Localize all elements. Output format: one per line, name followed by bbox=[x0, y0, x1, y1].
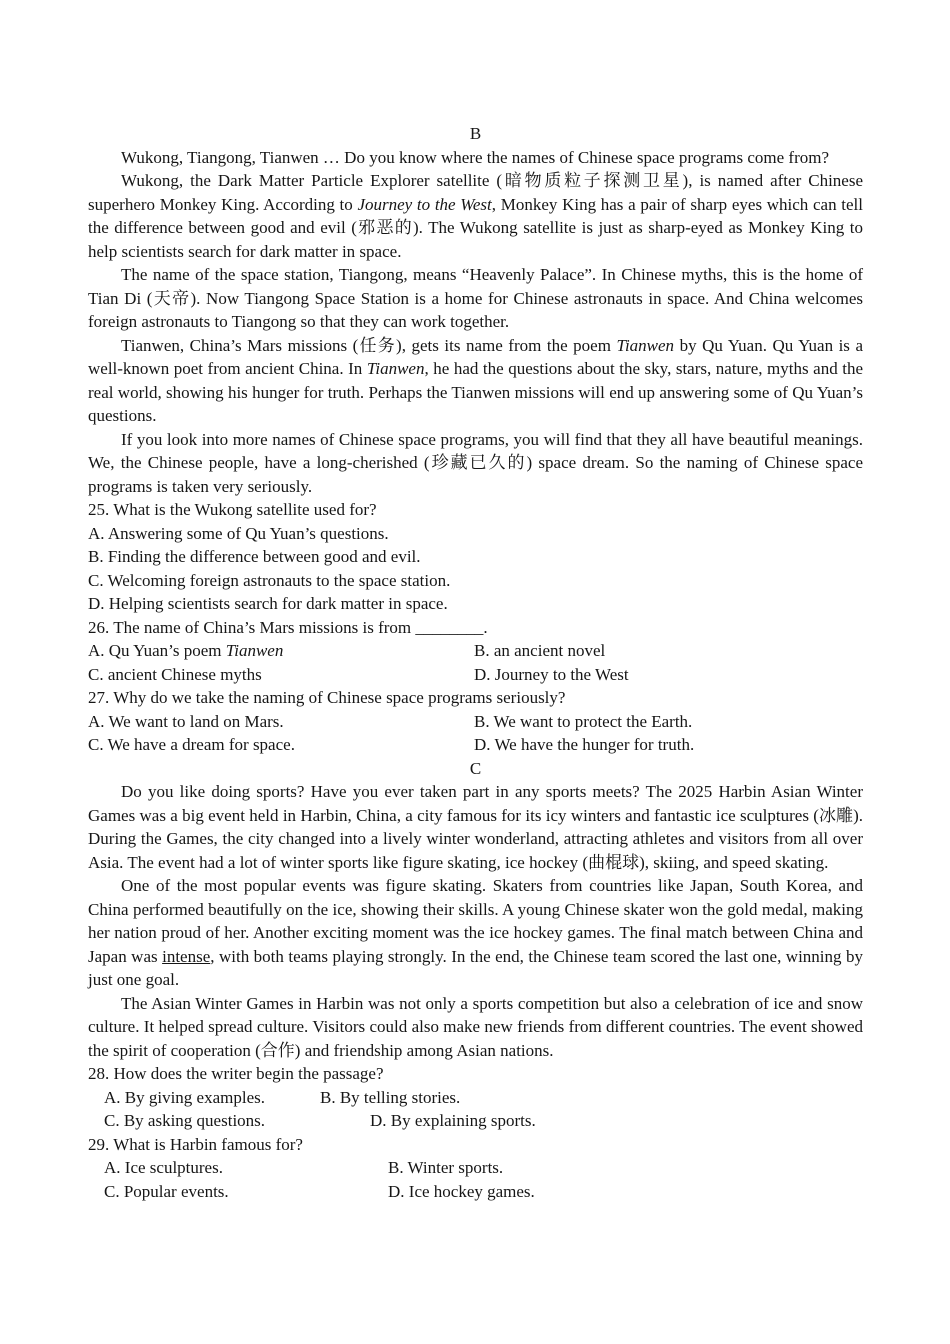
question-26-options-row-1 bbox=[88, 639, 863, 663]
question-29-option-b: B. Winter sports. bbox=[388, 1158, 504, 1177]
question-28-options-row-2 bbox=[88, 1109, 863, 1133]
question-28-stem: 28. How does the writer begin the passage? bbox=[88, 1064, 384, 1083]
question-29-option-c: C. Popular events. bbox=[104, 1181, 229, 1201]
question-28-option-a: A. By giving examples. bbox=[104, 1087, 266, 1107]
question-25-option-d: D. Helping scientists search for dark matter in space. bbox=[88, 594, 448, 613]
question-29-options-row-2 bbox=[88, 1180, 863, 1204]
section-b-paragraph-3: The name of the space station, Tiangong, means “Heavenly Palace”. In Chinese myths, this is the home of Tian Di (天帝). Now Tiangong Space Station is a home for Chinese astronauts in space. And China welcomes foreign astronauts to Tiangong so that they can work together. bbox=[88, 265, 863, 331]
question-27-option-a: A. We want to land on Mars. bbox=[88, 711, 284, 731]
question-26-option-a bbox=[88, 639, 474, 663]
text-run: Tianwen, China’s Mars missions (任务), gets its name from the poem bbox=[121, 335, 617, 355]
text-run: , Monkey King has a pair of sharp eyes which can tell the difference between good and evil (邪恶的). The Wukong satellite is just as sharp-eyed as Monkey King to help scientists search for dark matter in space. bbox=[88, 194, 863, 261]
question-27-option-d: D. We have the hunger for truth. bbox=[474, 735, 695, 754]
section-b-paragraph-1: Wukong, Tiangong, Tianwen … Do you know where the names of Chinese space programs come from? bbox=[121, 147, 830, 167]
text-run: A. Qu Yuan’s poem bbox=[88, 641, 226, 660]
italic-text-run: Tianwen bbox=[366, 359, 425, 378]
question-25-option-a: A. Answering some of Qu Yuan’s questions. bbox=[88, 523, 389, 543]
question-27-option-c: C. We have a dream for space. bbox=[88, 735, 295, 754]
section-b-paragraph-2 bbox=[88, 169, 863, 263]
text-run: , he had the questions about the sky, stars, nature, myths and the real world, showing his hunger for truth. Perhaps the Tianwen missions will end up answering some of Qu Yuan’s questions. bbox=[88, 359, 863, 425]
section-b-heading: B bbox=[469, 124, 482, 143]
text-run: by Qu Yuan. Qu Yuan is a well-known poet from ancient China. In bbox=[88, 335, 863, 378]
text-run: One of the most popular events was figure skating. Skaters from countries like Japan, South Korea, and China performed beautifully on the ice, showing their skills. A young Chinese skater won the gold medal, making her nation proud of her. Another exciting moment was the ice hockey games. The final match between China and Japan was bbox=[88, 876, 863, 966]
question-26-stem: 26. The name of China’s Mars missions is from ________. bbox=[88, 617, 488, 637]
question-29-option-d: D. Ice hockey games. bbox=[388, 1181, 535, 1201]
question-29-options-row-1 bbox=[88, 1156, 863, 1180]
italic-text-run: Journey to the West bbox=[357, 194, 492, 214]
question-28-option-b: B. By telling stories. bbox=[320, 1087, 461, 1107]
question-27-option-b: B. We want to protect the Earth. bbox=[474, 711, 693, 731]
section-c-paragraph-3: The Asian Winter Games in Harbin was not only a sports competition but also a celebration of ice and snow culture. It helped spread culture. Visitors could also make new friends from different countries. The event showed the spirit of cooperation (合作) and friendship among Asian nations. bbox=[88, 993, 863, 1060]
question-25-option-b: B. Finding the difference between good and evil. bbox=[88, 547, 421, 566]
text-run: Wukong, the Dark Matter Particle Explorer satellite (暗物质粒子探测卫星), is named after Chinese superhero Monkey King. According to bbox=[88, 171, 863, 214]
question-26-options-row-2 bbox=[88, 663, 863, 687]
text-run: , with both teams playing strongly. In the end, the Chinese team scored the last one, winning by just one goal. bbox=[88, 946, 863, 989]
section-b-paragraph-5: If you look into more names of Chinese space programs, you will find that they all have beautiful meanings. We, the Chinese people, have a long-cherished (珍藏已久的) space dream. So the naming of Chinese space programs is taken very seriously. bbox=[88, 429, 863, 496]
question-25-stem: 25. What is the Wukong satellite used for? bbox=[88, 500, 377, 519]
question-28-options-row-1 bbox=[88, 1086, 863, 1110]
question-26-option-b: B. an ancient novel bbox=[474, 641, 606, 660]
underlined-text-run: intense bbox=[162, 946, 211, 966]
question-27-options-row-2 bbox=[88, 733, 863, 757]
question-26-option-c: C. ancient Chinese myths bbox=[88, 664, 262, 684]
section-c-heading: C bbox=[469, 758, 482, 778]
italic-text-run: Tianwen bbox=[225, 641, 284, 660]
question-26-option-d: D. Journey to the West bbox=[474, 664, 629, 684]
section-c-paragraph-2 bbox=[88, 874, 863, 992]
question-28-option-d: D. By explaining sports. bbox=[370, 1111, 536, 1130]
italic-text-run: Tianwen bbox=[616, 335, 675, 355]
section-b-paragraph-4 bbox=[88, 334, 863, 428]
question-27-stem: 27. Why do we take the naming of Chinese space programs seriously? bbox=[88, 688, 566, 707]
question-27-options-row-1 bbox=[88, 710, 863, 734]
question-29-option-a: A. Ice sculptures. bbox=[104, 1158, 223, 1177]
question-25-option-c: C. Welcoming foreign astronauts to the space station. bbox=[88, 570, 451, 590]
section-c-paragraph-1: Do you like doing sports? Have you ever taken part in any sports meets? The 2025 Harbin Asian Winter Games was a big event held in Harbin, China, a city famous for its icy winters and fantastic ice sculptures (冰雕). During the Games, the city changed into a lively winter wonderland, attracting athletes and visitors from all over Asia. The event had a lot of winter sports like figure skating, ice hockey (曲棍球), skiing, and speed skating. bbox=[88, 782, 863, 872]
question-29-stem: 29. What is Harbin famous for? bbox=[88, 1134, 303, 1154]
question-28-option-c: C. By asking questions. bbox=[104, 1111, 266, 1130]
